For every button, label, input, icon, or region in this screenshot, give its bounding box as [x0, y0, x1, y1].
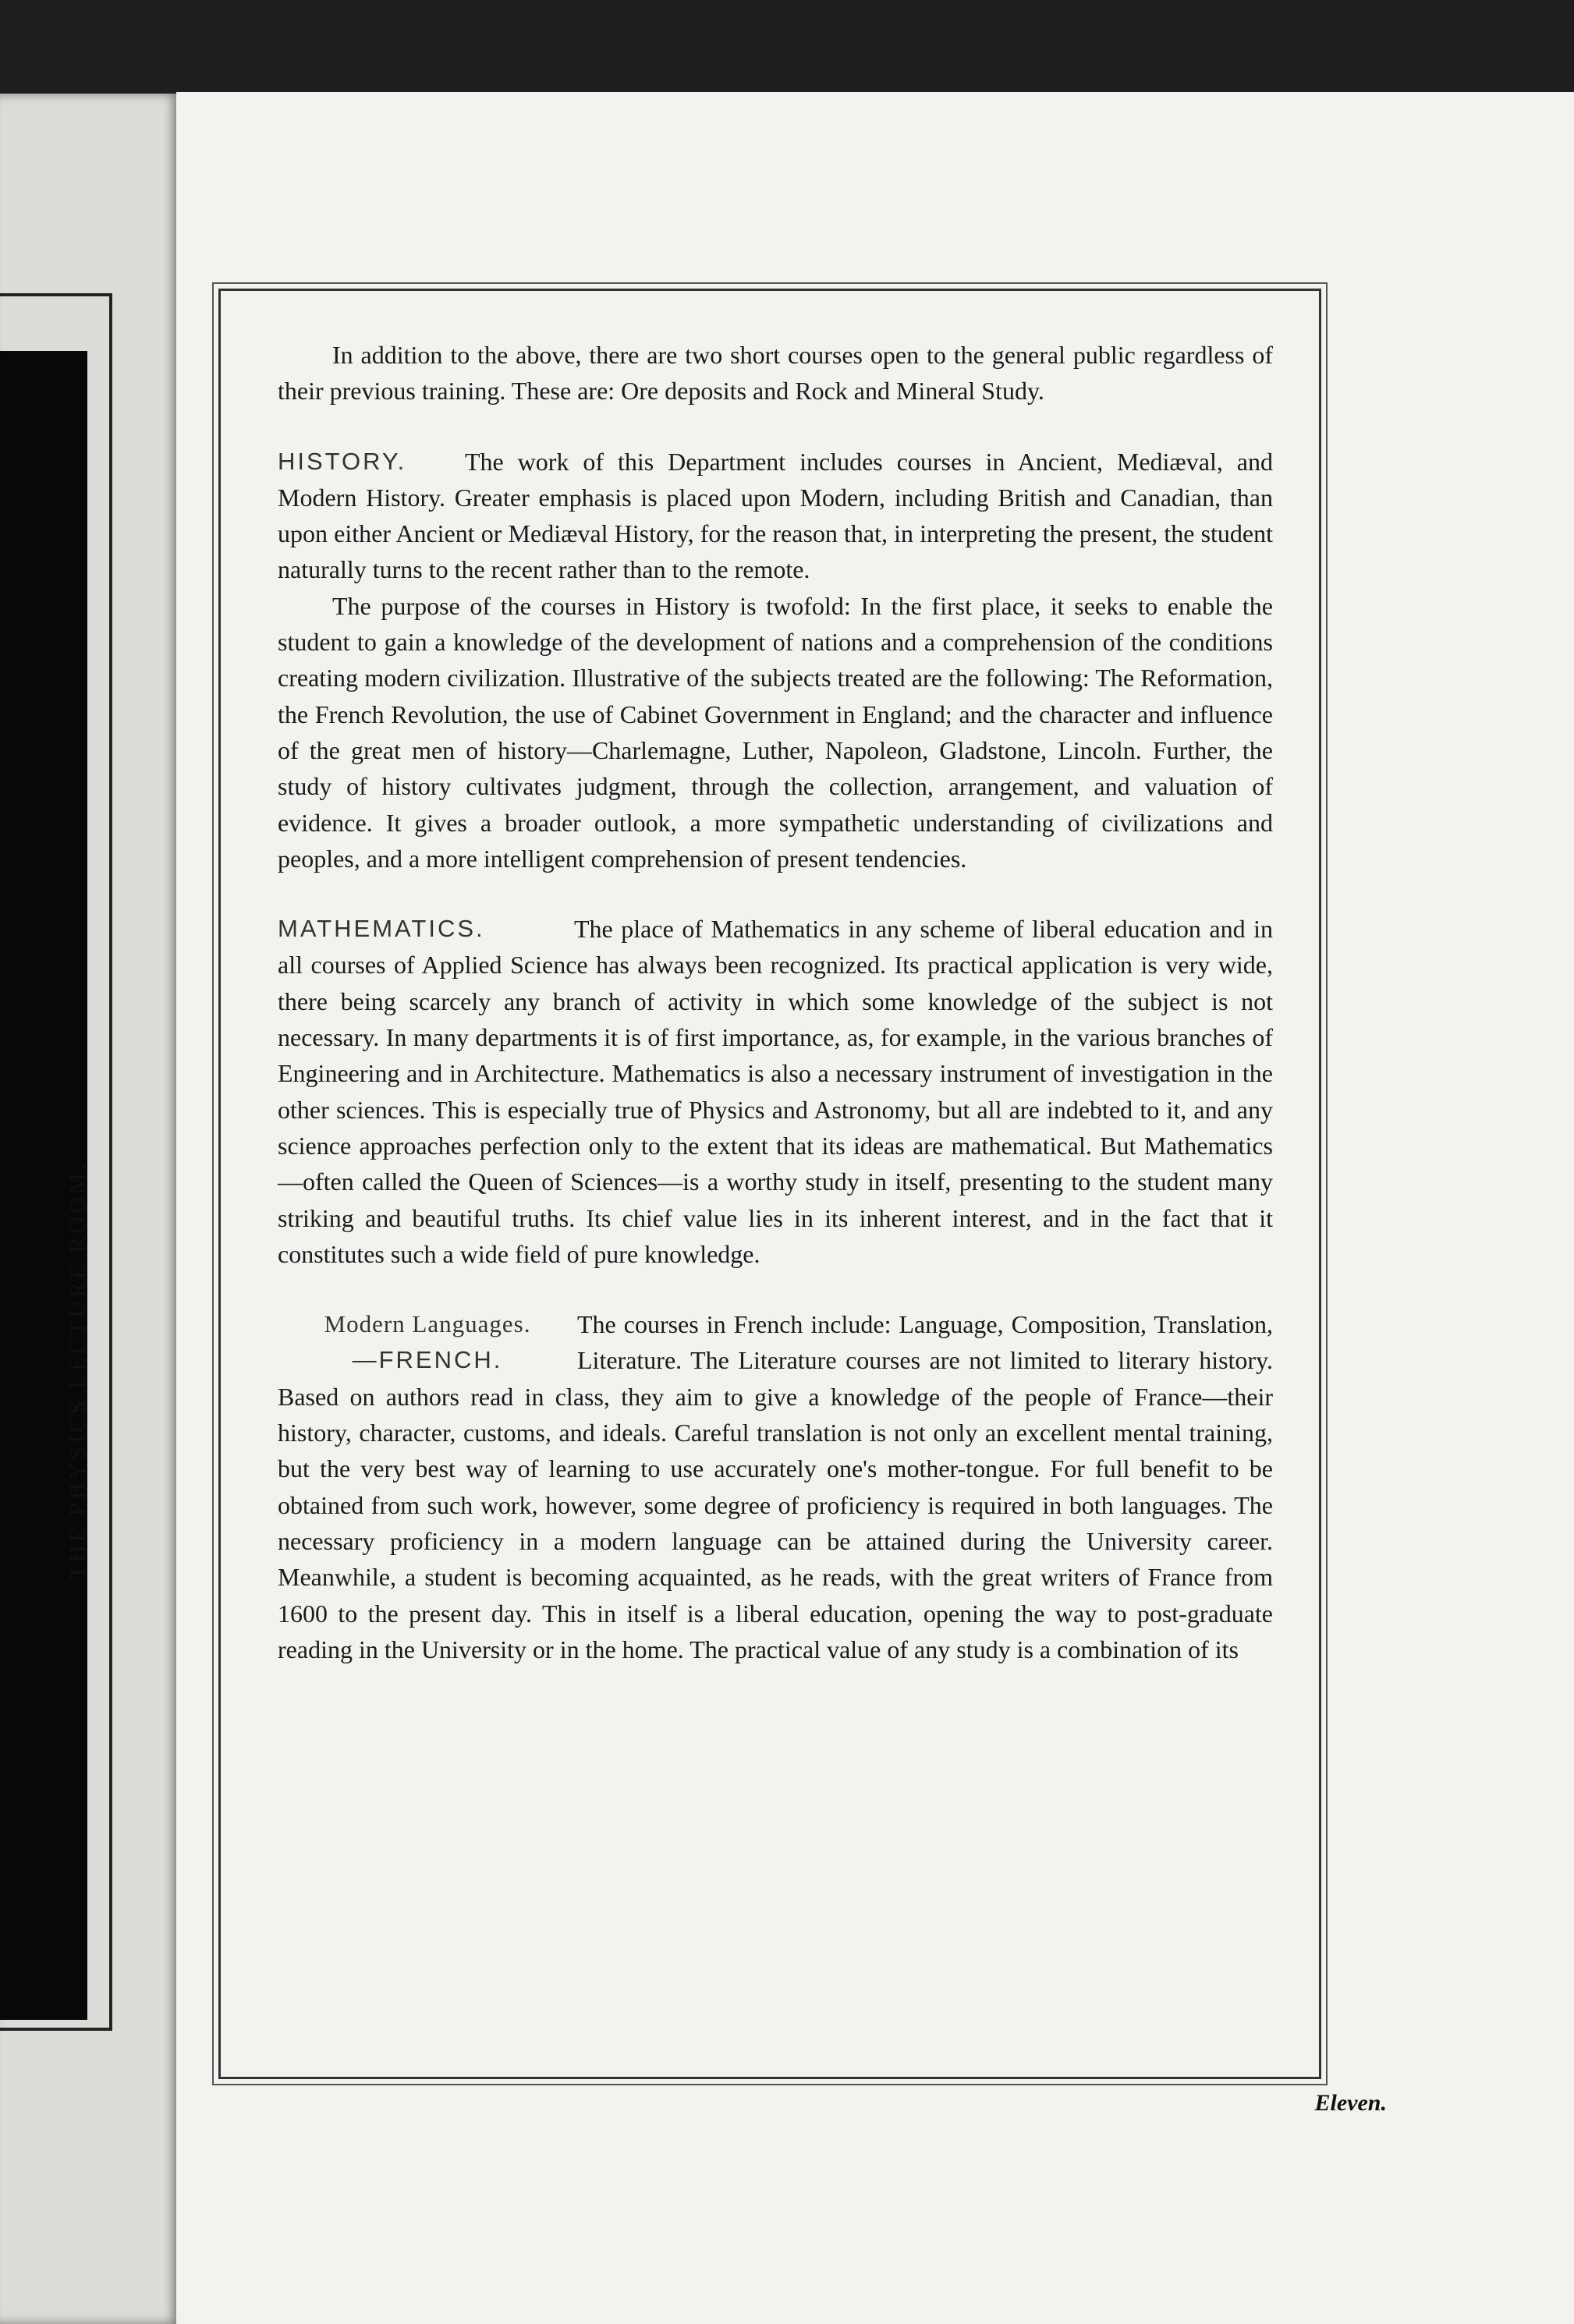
languages-heading-title: Modern Languages.	[324, 1310, 531, 1338]
side-caption: THE PHYSICS LECTURE ROOM.	[65, 1160, 90, 1580]
languages-heading	[278, 1306, 577, 1379]
facing-page	[0, 94, 181, 2324]
languages-paragraph: The courses in French include: Language, Composition, Translation, Literature. The Literature courses are not limited to literary history. Based on authors read in class, they aim to give a knowledge of the people of France—their history, character, customs, and ideals. Careful translation is not only an excellent mental training, but the very best way of learning to use accurately one's mother-tongue. For full benefit to be obtained from such work, however, some degree of proficiency is required in both languages. The necessary proficiency in a modern language can be attained during the University career. Meanwhile, a student is becoming acquainted, as he reads, with the great writers of France from 1600 to the present day. This in itself is a liberal education, opening the way to post-graduate reading in the University or in the home. The practical value of any study is a combination of its	[278, 1310, 1273, 1663]
history-paragraph-1: The work of this Department includes courses in Ancient, Mediæval, and Modern History. Greater emphasis is placed upon Modern, including British and Canadian, than upon either Ancient or Mediæval History, for the reason that, in interpreting the present, the student naturally turns to the recent rather than to the remote.	[278, 447, 1273, 584]
history-paragraph-2: The purpose of the courses in History is twofold: In the first place, it seeks to enable the student to gain a knowledge of the development of nations and a comprehension of the conditions creating modern civilization. Illustrative of the subjects treated are the following: The Reformation, the French Revolution, the use of Cabinet Government in England; and the character and influence of the great men of history—Charlemagne, Luther, Napoleon, Gladstone, Lincoln. Further, the study of history cultivates judgment, through the collection, arrangement, and valuation of evidence. It gives a broader outlook, a more sympathetic understanding of civilizations and peoples, and a more intelligent comprehension of present tendencies.	[278, 591, 1273, 873]
mathematics-heading: MATHEMATICS.	[278, 915, 485, 943]
languages-heading-subtitle: —FRENCH.	[352, 1346, 503, 1374]
languages-section	[278, 1306, 1273, 1667]
history-section	[278, 444, 1273, 877]
history-heading: HISTORY.	[278, 447, 407, 475]
mathematics-section	[278, 911, 1273, 1272]
page-number: Eleven.	[1314, 2090, 1387, 2116]
mathematics-paragraph: The place of Mathematics in any scheme of liberal education and in all courses of Applied Science has always been recognized. Its practical application is very wide, there being scarcely any branch of activity in which some knowledge of the subject is not necessary. In many departments it is of first importance, as, for example, in the various branches of Engineering and in Architecture. Mathematics is also a necessary instrument of investigation in the other sciences. This is especially true of Physics and Astronomy, but all are indebted to it, and any science approaches perfection only to the extent that its ideas are mathematical. But Mathematics—often called the Queen of Sciences—is a worthy study in itself, presenting to the student many striking and beautiful truths. Its chief value lies in its inherent interest, and in the fact that it constitutes such a wide field of pure knowledge.	[278, 915, 1273, 1268]
page-content	[278, 337, 1273, 1667]
intro-paragraph: In addition to the above, there are two short courses open to the general public regardless of their previous training. These are: Ore deposits and Rock and Mineral Study.	[278, 341, 1273, 406]
